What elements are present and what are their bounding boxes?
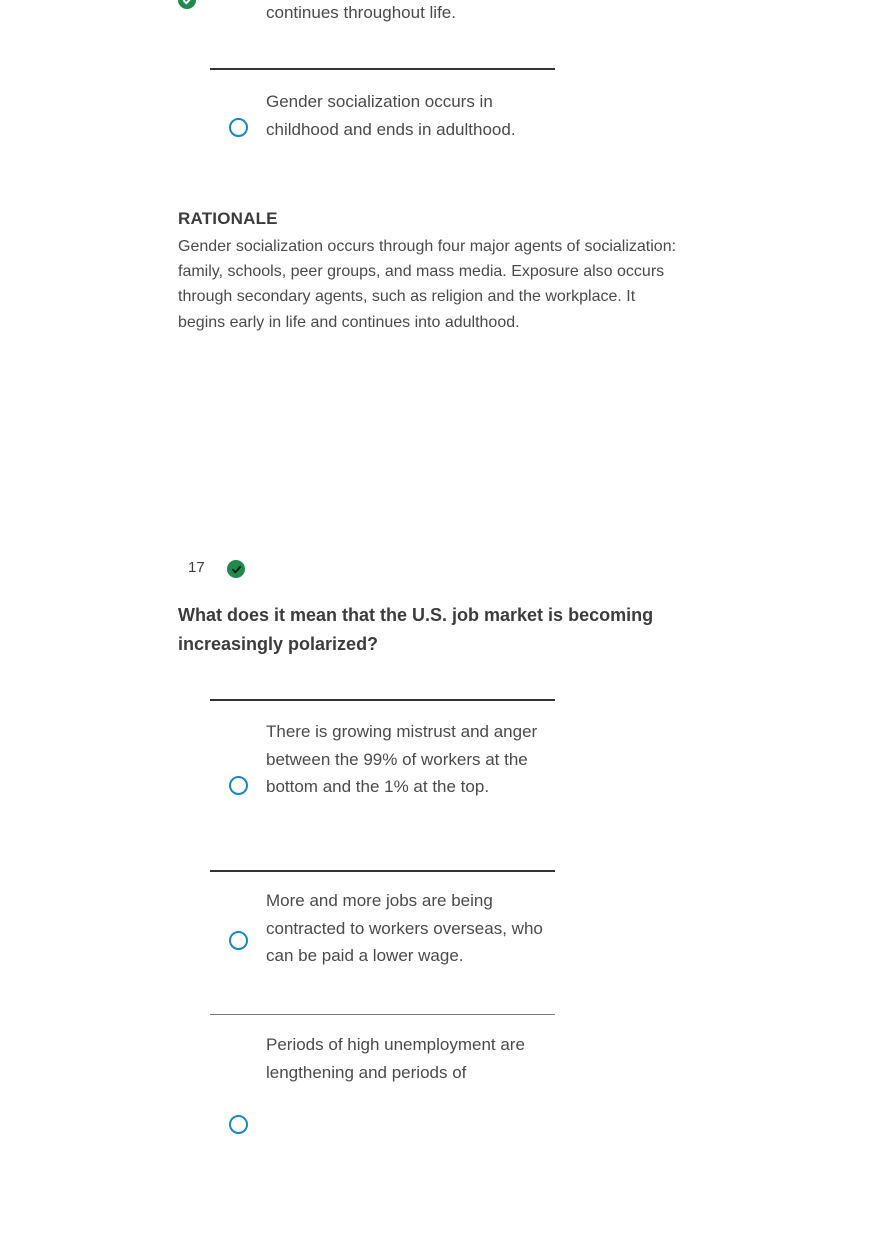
answer-option-b[interactable] bbox=[210, 872, 555, 1012]
check-circle-icon bbox=[227, 560, 245, 578]
prev-option-2-text: Gender socialization occurs in childhood and ends in adulthood. bbox=[266, 92, 516, 139]
prev-option-1-text: continues throughout life. bbox=[266, 3, 456, 22]
radio-button[interactable] bbox=[229, 1115, 248, 1134]
answer-option-c[interactable] bbox=[210, 1015, 555, 1247]
correct-check-icon bbox=[178, 0, 196, 9]
answer-option-a-text: There is growing mistrust and anger between the 99% of workers at the bottom and the 1% at the top. bbox=[266, 722, 538, 796]
radio-button[interactable] bbox=[229, 776, 248, 795]
question-number: 17 bbox=[188, 559, 205, 576]
radio-button[interactable] bbox=[229, 118, 248, 137]
rationale-body: Gender socialization occurs through four major agents of socialization: family, schools, peer groups, and mass media. Exposure also occurs through secondary agents, such as religion and the workplace. It begins early in life and continues into adulthood. bbox=[178, 238, 677, 331]
rationale-title: RATIONALE bbox=[178, 209, 278, 228]
answer-option-b-text: More and more jobs are being contracted to workers overseas, who can be paid a lower wage. bbox=[266, 891, 543, 965]
radio-button[interactable] bbox=[229, 931, 248, 950]
prev-option-2[interactable] bbox=[210, 70, 555, 180]
answer-option-c-text: Periods of high unemployment are lengthening and periods of bbox=[266, 1035, 525, 1082]
answer-option-a[interactable] bbox=[210, 701, 555, 869]
question-text: What does it mean that the U.S. job market is becoming increasingly polarized? bbox=[178, 605, 654, 654]
